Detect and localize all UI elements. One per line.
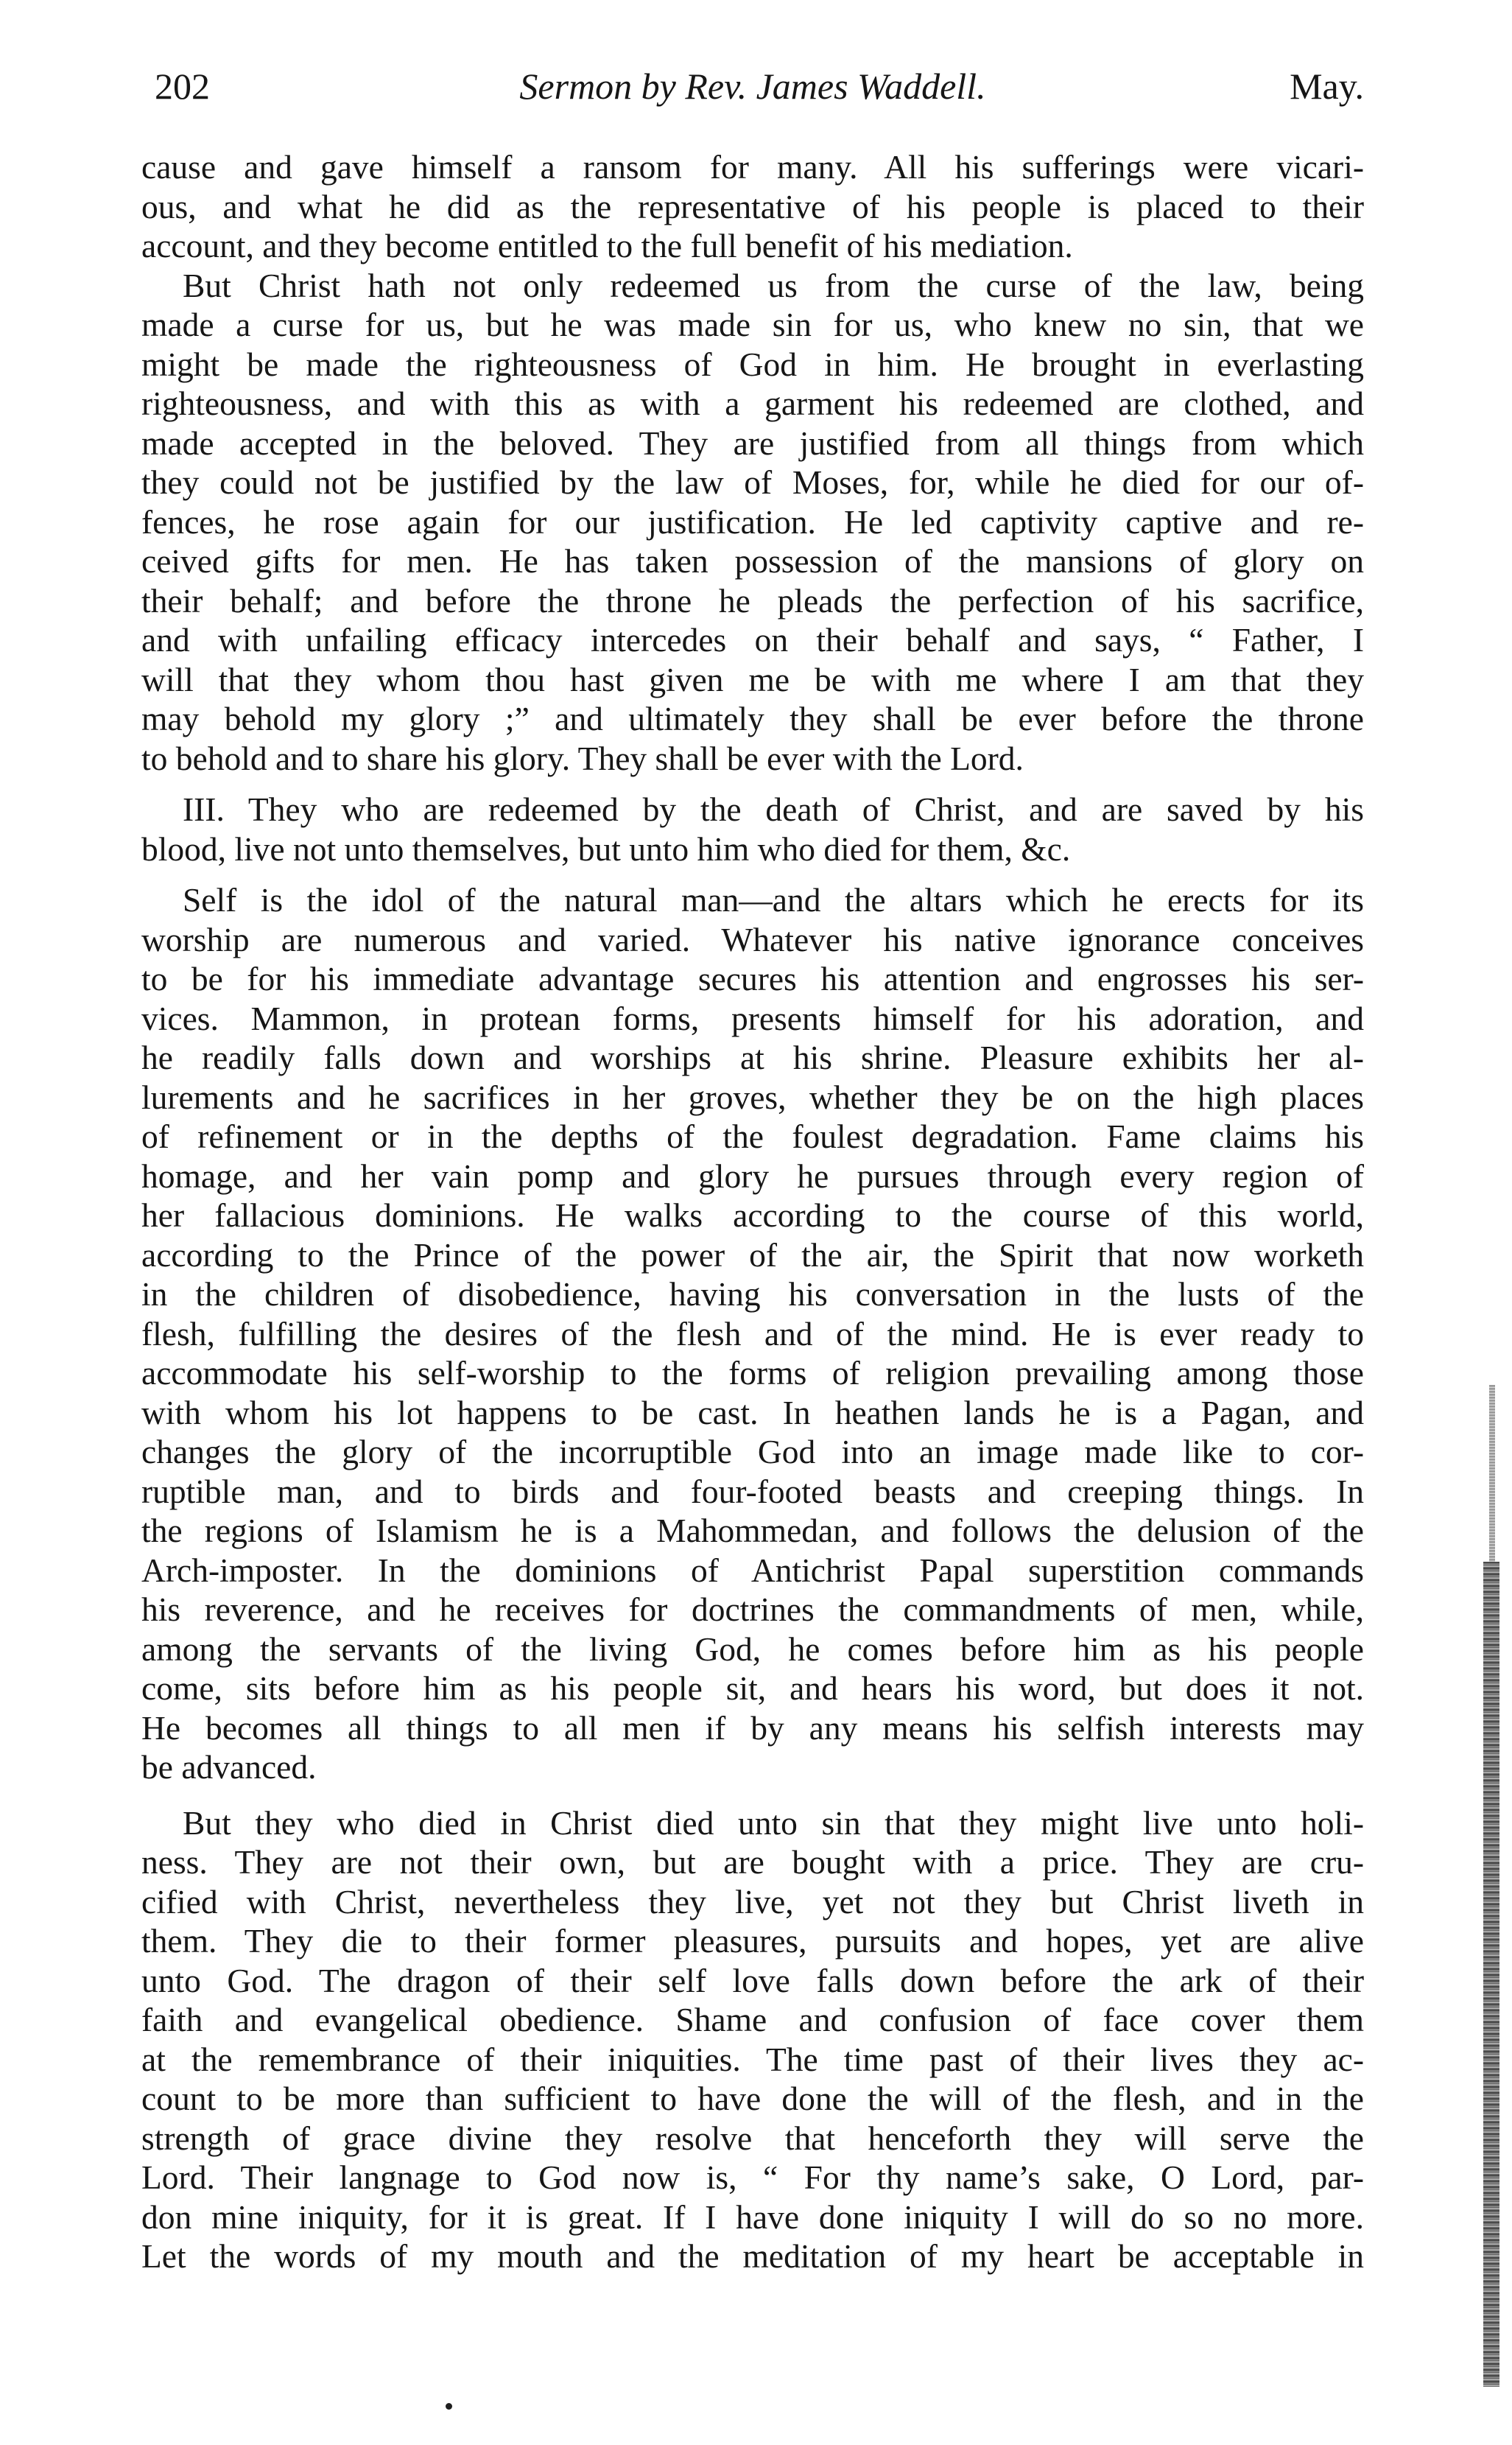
text-line: don mine iniquity, for it is great. If I have done iniquity I will do so no more. xyxy=(141,2197,1364,2236)
text-line: at the remembrance of their iniquities. The time past of their lives they ac- xyxy=(141,2040,1364,2078)
text-line: lurements and he sacrifices in her groves, whether they be on the high places xyxy=(141,1078,1364,1116)
text-line: count to be more than sufficient to have done the will of the flesh, and in the xyxy=(141,2080,1364,2117)
text-line: made a curse for us, but he was made sin for us, who knew no sin, that we xyxy=(141,306,1364,343)
ink-speck xyxy=(446,2403,452,2410)
text-line: them. They die to their former pleasures, pursuits and hopes, yet are alive xyxy=(141,1922,1364,1960)
running-title: Sermon by Rev. James Waddell. xyxy=(519,66,986,107)
header-month: May. xyxy=(1290,66,1364,107)
page-edge-binding xyxy=(1483,1562,1499,2387)
text-line: in the children of disobedience, having his conversation in the lusts of the xyxy=(141,1275,1364,1313)
text-line: cified with Christ, nevertheless they live, yet not they but Christ liveth in xyxy=(141,1882,1364,1920)
text-line: among the servants of the living God, he comes before him as his people xyxy=(141,1630,1364,1668)
text-line: Self is the idol of the natural man—and the altars which he erects for its xyxy=(183,881,1364,919)
text-line: blood, live not unto themselves, but unto him who died for them, &c. xyxy=(141,829,1071,868)
paragraph xyxy=(141,266,1364,779)
text-line: ness. They are not their own, but are bought with a price. They are cru- xyxy=(141,1843,1364,1881)
page-number: 202 xyxy=(155,66,210,107)
text-line: the regions of Islamism he is a Mahommedan, and follows the delusion of the xyxy=(141,1512,1364,1549)
page-edge-shadow xyxy=(1489,1385,1495,1562)
text-line: Arch-imposter. In the dominions of Antichrist Papal superstition commands xyxy=(141,1551,1364,1589)
text-line: vices. Mammon, in protean forms, presents himself for his adoration, and xyxy=(141,999,1364,1037)
text-line: according to the Prince of the power of the air, the Spirit that now worketh xyxy=(141,1235,1364,1274)
text-line: faith and evangelical obedience. Shame and confusion of face cover them xyxy=(141,2001,1364,2038)
paragraph xyxy=(141,880,1364,1787)
text-line: Lord. Their langnage to God now is, “ For thy name’s sake, O Lord, par- xyxy=(141,2158,1364,2196)
text-line: may behold my glory ;” and ultimately they shall be ever before the throne xyxy=(141,700,1364,737)
text-line: of refinement or in the depths of the foulest degradation. Fame claims his xyxy=(141,1118,1364,1155)
text-line: with whom his lot happens to be cast. In heathen lands he is a Pagan, and xyxy=(141,1393,1364,1431)
text-line: they could not be justified by the law of Moses, for, while he died for our of- xyxy=(141,463,1364,501)
text-line: will that they whom thou hast given me be with me where I am that they xyxy=(141,660,1364,698)
text-line: strength of grace divine they resolve that henceforth they will serve the xyxy=(141,2119,1364,2157)
text-line: his reverence, and he receives for doctrines the commandments of men, while, xyxy=(141,1590,1364,1628)
text-line: their behalf; and before the throne he pleads the perfection of his sacrifice, xyxy=(141,581,1364,620)
text-line: But they who died in Christ died unto sin that they might live unto holi- xyxy=(183,1803,1364,1842)
text-line: to behold and to share his glory. They shall be ever with the Lord. xyxy=(141,739,1024,777)
text-line: flesh, fulfilling the desires of the flesh and of the mind. He is ever ready to xyxy=(141,1314,1364,1353)
text-line: account, and they become entitled to the full benefit of his mediation. xyxy=(141,227,1073,264)
text-line: cause and gave himself a ransom for many. All his sufferings were vicari- xyxy=(141,148,1364,186)
text-line: unto God. The dragon of their self love falls down before the ark of their xyxy=(141,1961,1364,1999)
text-line: He becomes all things to all men if by any means his selfish interests may xyxy=(141,1708,1364,1747)
text-line: ruptible man, and to birds and four-footed beasts and creeping things. In xyxy=(141,1472,1364,1510)
text-line: III. They who are redeemed by the death of Christ, and are saved by his xyxy=(183,790,1364,828)
text-line: accommodate his self-worship to the forms of religion prevailing among those xyxy=(141,1354,1364,1392)
text-line: come, sits before him as his people sit, and hears his word, but does it not. xyxy=(141,1669,1364,1707)
text-line: her fallacious dominions. He walks according to the course of this world, xyxy=(141,1196,1364,1234)
text-line: ous, and what he did as the representative of his people is placed to their xyxy=(141,187,1364,225)
paragraph xyxy=(141,1803,1364,2276)
text-line: made accepted in the beloved. They are justified from all things from which xyxy=(141,424,1364,462)
paragraph xyxy=(141,147,1364,266)
text-line: righteousness, and with this as with a garment his redeemed are clothed, and xyxy=(141,385,1364,422)
text-line: he readily falls down and worships at his shrine. Pleasure exhibits her al- xyxy=(141,1039,1364,1076)
text-line: worship are numerous and varied. Whatever his native ignorance conceives xyxy=(141,920,1364,958)
text-line: might be made the righteousness of God in him. He brought in everlasting xyxy=(141,345,1364,383)
text-line: to be for his immediate advantage secures his attention and engrosses his ser- xyxy=(141,960,1364,997)
text-line: But Christ hath not only redeemed us from the curse of the law, being xyxy=(183,266,1364,304)
sermon-text xyxy=(141,147,1364,2276)
text-line: be advanced. xyxy=(141,1748,317,1786)
text-line: and with unfailing efficacy intercedes on their behalf and says, “ Father, I xyxy=(141,621,1364,659)
text-line: Let the words of my mouth and the meditation of my heart be acceptable in xyxy=(141,2237,1364,2275)
page-header xyxy=(141,65,1364,116)
text-line: homage, and her vain pomp and glory he pursues through every region of xyxy=(141,1157,1364,1195)
text-line: changes the glory of the incorruptible God into an image made like to cor- xyxy=(141,1433,1364,1470)
text-line: fences, he rose again for our justification. He led captivity captive and re- xyxy=(141,502,1364,541)
text-line: ceived gifts for men. He has taken possession of the mansions of glory on xyxy=(141,542,1364,580)
paragraph xyxy=(141,790,1364,869)
